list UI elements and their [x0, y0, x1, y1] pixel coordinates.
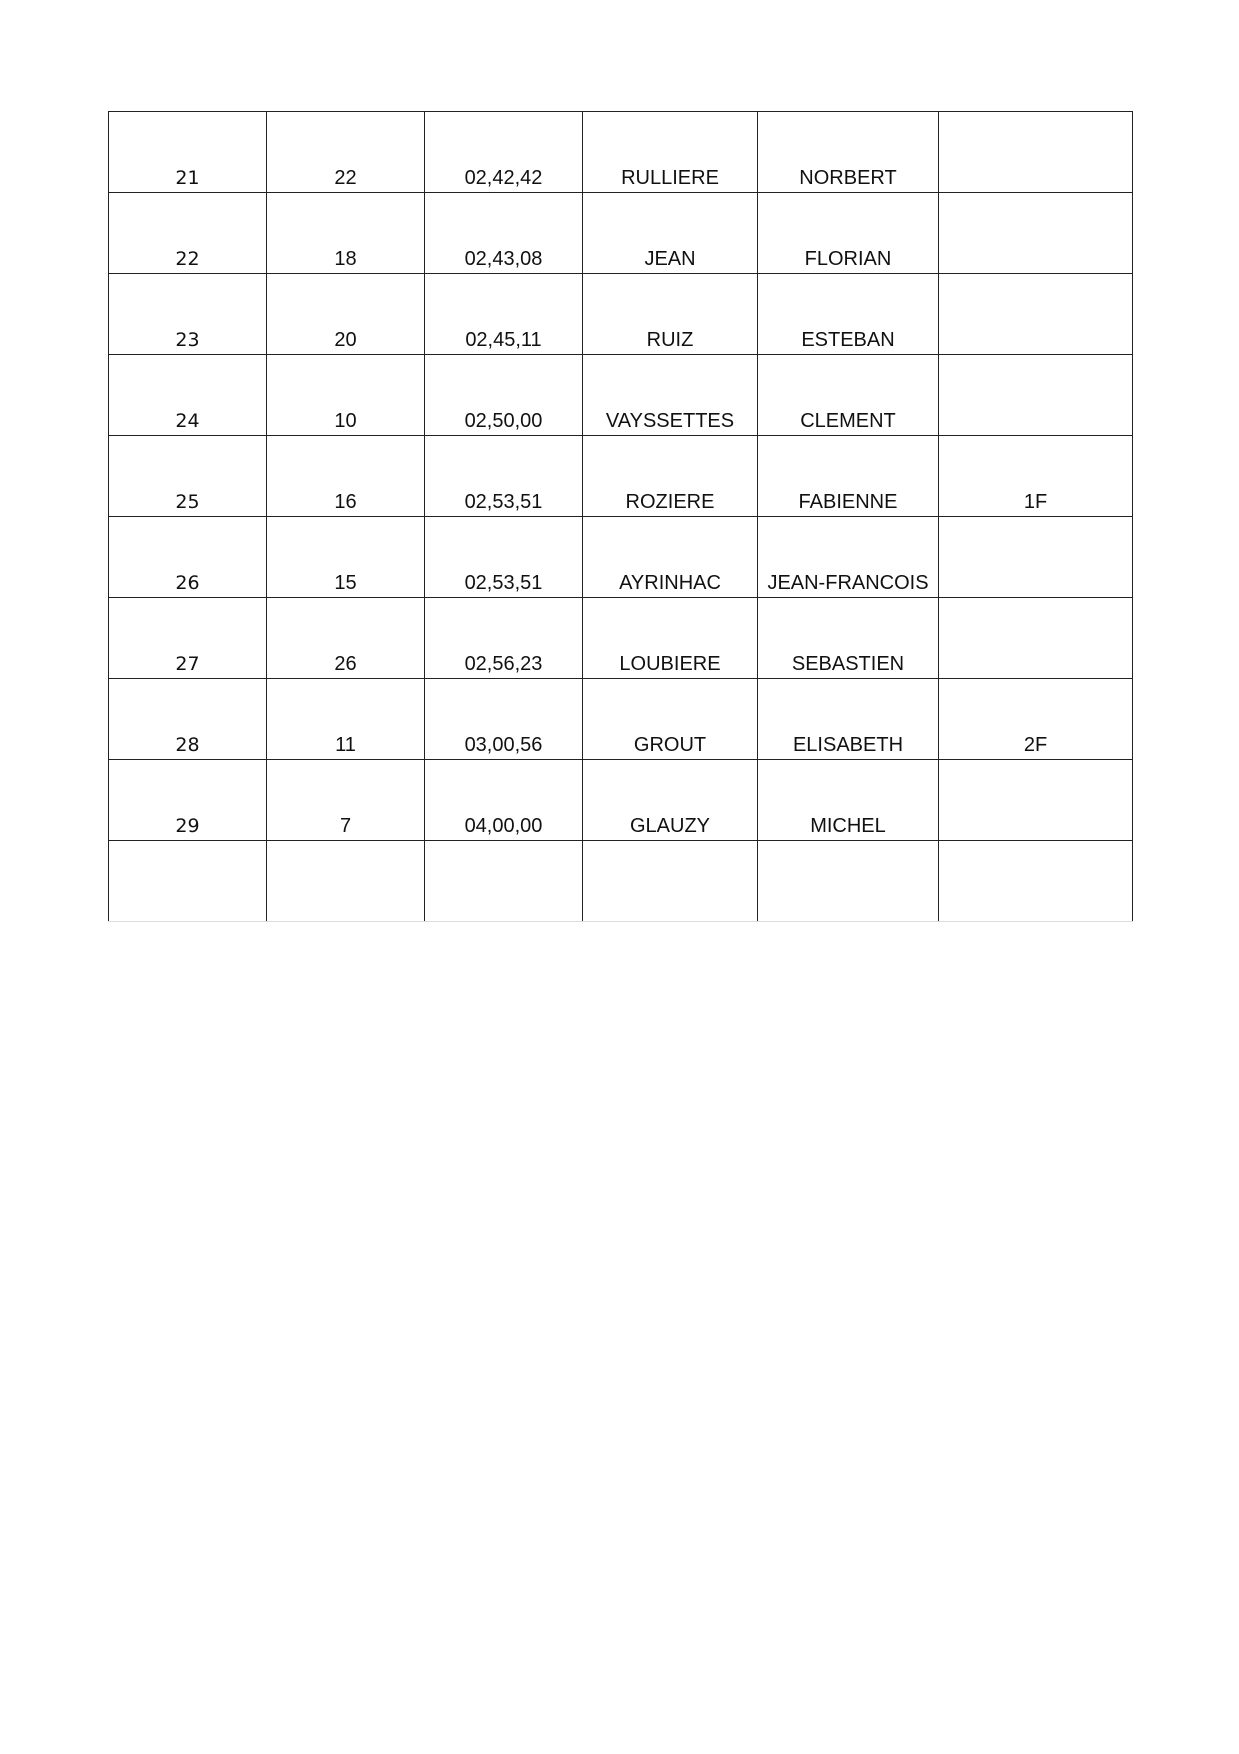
- first-name-cell: CLEMENT: [758, 355, 939, 436]
- last-name-cell: JEAN: [583, 193, 758, 274]
- rank-cell: 23: [109, 274, 267, 355]
- rank-cell: 25: [109, 436, 267, 517]
- empty-cell: [939, 841, 1133, 922]
- table-row: [109, 760, 1133, 841]
- last-name-cell: GLAUZY: [583, 760, 758, 841]
- bib-cell: 15: [267, 517, 425, 598]
- first-name-cell: FABIENNE: [758, 436, 939, 517]
- bib-cell: 11: [267, 679, 425, 760]
- empty-table-row: [109, 841, 1133, 922]
- bib-cell: 16: [267, 436, 425, 517]
- results-body: [109, 112, 1133, 922]
- time-cell: 02,45,11: [425, 274, 583, 355]
- category-cell: [939, 760, 1133, 841]
- category-cell: [939, 355, 1133, 436]
- rank-cell: 26: [109, 517, 267, 598]
- last-name-cell: AYRINHAC: [583, 517, 758, 598]
- category-cell: 1F: [939, 436, 1133, 517]
- last-name-cell: VAYSSETTES: [583, 355, 758, 436]
- time-cell: 02,42,42: [425, 112, 583, 193]
- last-name-cell: LOUBIERE: [583, 598, 758, 679]
- table-row: [109, 517, 1133, 598]
- bib-cell: 26: [267, 598, 425, 679]
- category-cell: 2F: [939, 679, 1133, 760]
- table-row: [109, 193, 1133, 274]
- rank-cell: 22: [109, 193, 267, 274]
- table-row: [109, 112, 1133, 193]
- time-cell: 04,00,00: [425, 760, 583, 841]
- empty-cell: [109, 841, 267, 922]
- bib-cell: 18: [267, 193, 425, 274]
- first-name-cell: ELISABETH: [758, 679, 939, 760]
- empty-cell: [583, 841, 758, 922]
- time-cell: 02,53,51: [425, 436, 583, 517]
- table-row: [109, 355, 1133, 436]
- time-cell: 02,53,51: [425, 517, 583, 598]
- first-name-cell: NORBERT: [758, 112, 939, 193]
- last-name-cell: RUIZ: [583, 274, 758, 355]
- bib-cell: 22: [267, 112, 425, 193]
- last-name-cell: ROZIERE: [583, 436, 758, 517]
- category-cell: [939, 193, 1133, 274]
- table-row: [109, 436, 1133, 517]
- last-name-cell: GROUT: [583, 679, 758, 760]
- first-name-cell: FLORIAN: [758, 193, 939, 274]
- rank-cell: 28: [109, 679, 267, 760]
- first-name-cell: MICHEL: [758, 760, 939, 841]
- results-table: [108, 111, 1133, 922]
- last-name-cell: RULLIERE: [583, 112, 758, 193]
- first-name-cell: JEAN-FRANCOIS: [758, 517, 939, 598]
- rank-cell: 21: [109, 112, 267, 193]
- rank-cell: 27: [109, 598, 267, 679]
- empty-cell: [758, 841, 939, 922]
- first-name-cell: ESTEBAN: [758, 274, 939, 355]
- time-cell: 03,00,56: [425, 679, 583, 760]
- category-cell: [939, 112, 1133, 193]
- time-cell: 02,56,23: [425, 598, 583, 679]
- rank-cell: 24: [109, 355, 267, 436]
- category-cell: [939, 274, 1133, 355]
- time-cell: 02,50,00: [425, 355, 583, 436]
- category-cell: [939, 598, 1133, 679]
- first-name-cell: SEBASTIEN: [758, 598, 939, 679]
- empty-cell: [425, 841, 583, 922]
- empty-cell: [267, 841, 425, 922]
- bib-cell: 10: [267, 355, 425, 436]
- category-cell: [939, 517, 1133, 598]
- bib-cell: 7: [267, 760, 425, 841]
- table-row: [109, 598, 1133, 679]
- rank-cell: 29: [109, 760, 267, 841]
- table-row: [109, 679, 1133, 760]
- table-row: [109, 274, 1133, 355]
- bib-cell: 20: [267, 274, 425, 355]
- time-cell: 02,43,08: [425, 193, 583, 274]
